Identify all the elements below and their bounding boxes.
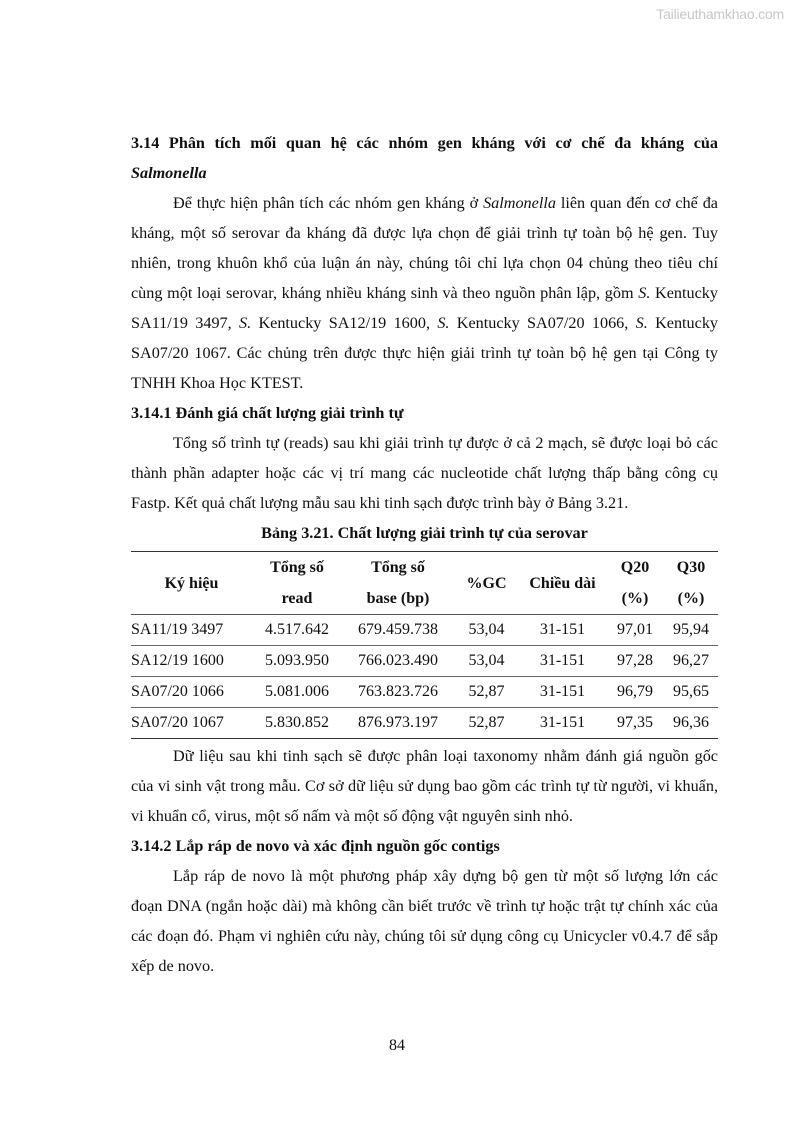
quality-paragraph: Tổng số trình tự (reads) sau khi giải trình tự được ở cả 2 mạch, sẽ được loại bỏ các thành phần adapter hoặc các vị trí mang các nucleotide chất lượng thấp bằng công cụ Fastp. Kết quả chất lượng mẫu sau khi tinh sạch được trình bày ở Bảng 3.21. bbox=[131, 434, 718, 512]
cell-gc: 52,87 bbox=[468, 683, 505, 700]
header-gc: %GC bbox=[466, 574, 507, 592]
cell-q20: 97,28 bbox=[617, 652, 653, 669]
cell-bases: 766.023.490 bbox=[358, 652, 438, 669]
cell-length: 31-151 bbox=[539, 621, 586, 638]
document-page bbox=[131, 128, 718, 981]
taxonomy-paragraph: Dữ liệu sau khi tinh sạch sẽ được phân loại taxonomy nhằm đánh giá nguồn gốc của vi sinh vật trong mẫu. Cơ sở dữ liệu sử dụng bao gồm các trình tự từ người, vi khuẩn, vi khuẩn cổ, virus, một số nấm và một số động vật nguyên sinh nhỏ. bbox=[131, 747, 718, 825]
cell-q30: 96,36 bbox=[673, 714, 709, 731]
cell-id: SA07/20 1067 bbox=[131, 714, 224, 731]
cell-q30: 96,27 bbox=[673, 652, 709, 669]
cell-bases: 876.973.197 bbox=[358, 714, 438, 731]
cell-q30: 95,65 bbox=[673, 683, 709, 700]
sequencing-quality-table bbox=[131, 551, 718, 739]
text-run: Kentucky SA12/19 1600, bbox=[251, 314, 438, 332]
cell-gc: 53,04 bbox=[468, 621, 505, 638]
cell-bases: 763.823.726 bbox=[358, 683, 438, 700]
italic-genus: S. bbox=[437, 314, 450, 332]
cell-length: 31-151 bbox=[539, 714, 586, 731]
subsection-heading-3-14-2: 3.14.2 Lắp ráp de novo và xác định nguồn gốc contigs bbox=[131, 837, 500, 855]
header-bases: Tổng số base (bp) bbox=[366, 559, 430, 607]
cell-length: 31-151 bbox=[539, 652, 586, 669]
table-row bbox=[131, 615, 718, 646]
text-run: Kentucky SA07/20 1066, bbox=[449, 314, 636, 332]
page-number: 84 bbox=[389, 1037, 405, 1054]
denovo-paragraph: Lắp ráp de novo là một phương pháp xây dựng bộ gen từ một số lượng lớn các đoạn DNA (ngắn hoặc dài) mà không cần biết trước về trình tự hoặc trật tự chính xác của các đoạn đó. Phạm vi nghiên cứu này, chúng tôi sử dụng công cụ Unicycler v0.4.7 để sắp xếp de novo. bbox=[131, 867, 718, 975]
header-q30: Q30 (%) bbox=[676, 559, 706, 607]
table-caption: Bảng 3.21. Chất lượng giải trình tự của serovar bbox=[261, 524, 588, 542]
text-run: Kentucky SA07/20 1067. Các chủng trên được thực hiện giải trình tự toàn bộ hệ gen tại Công ty TNHH Khoa Học KTEST. bbox=[131, 314, 719, 392]
cell-reads: 5.093.950 bbox=[265, 652, 329, 669]
cell-reads: 5.830.852 bbox=[265, 714, 329, 731]
header-q20: Q20 (%) bbox=[620, 559, 650, 607]
table-row bbox=[131, 708, 718, 739]
table-row bbox=[131, 646, 718, 677]
cell-q30: 95,94 bbox=[673, 621, 709, 638]
section-heading: 3.14 Phân tích mối quan hệ các nhóm gen kháng với cơ chế đa kháng của bbox=[131, 134, 718, 152]
header-reads: Tổng số read bbox=[270, 559, 324, 607]
text-run: Kentucky SA11/19 3497, bbox=[131, 284, 718, 332]
cell-id: SA07/20 1066 bbox=[131, 683, 224, 700]
cell-q20: 96,79 bbox=[617, 683, 653, 700]
italic-species: Salmonella bbox=[483, 194, 556, 212]
header-id: Ký hiệu bbox=[164, 574, 219, 592]
watermark: Tailieuthamkhao.com bbox=[656, 6, 784, 22]
cell-id: SA12/19 1600 bbox=[131, 652, 224, 669]
cell-length: 31-151 bbox=[539, 683, 586, 700]
cell-gc: 53,04 bbox=[468, 652, 505, 669]
cell-bases: 679.459.738 bbox=[358, 621, 438, 638]
table-row bbox=[131, 677, 718, 708]
cell-q20: 97,01 bbox=[617, 621, 653, 638]
subsection-heading-3-14-1: 3.14.1 Đánh giá chất lượng giải trình tự bbox=[131, 404, 404, 422]
cell-q20: 97,35 bbox=[617, 714, 653, 731]
table-header-row bbox=[131, 552, 718, 615]
text-run: liên quan đến cơ chế đa kháng, một số serovar đa kháng đã được lựa chọn để giải trình tự toàn bộ hệ gen. Tuy nhiên, trong khuôn khổ của luận án này, chúng tôi chỉ lựa chọn 04 chủng theo tiêu chí cùng một loại serovar, kháng nhiều kháng sinh và theo nguồn phân lập, gồm bbox=[131, 194, 718, 302]
cell-gc: 52,87 bbox=[468, 714, 505, 731]
cell-id: SA11/19 3497 bbox=[131, 621, 224, 638]
cell-reads: 4.517.642 bbox=[265, 621, 329, 638]
italic-genus: S. bbox=[638, 284, 651, 302]
text-run: Để thực hiện phân tích các nhóm gen kháng ở bbox=[173, 194, 484, 212]
italic-genus: S. bbox=[635, 314, 648, 332]
italic-genus: S. bbox=[239, 314, 252, 332]
header-length: Chiều dài bbox=[529, 574, 596, 592]
cell-reads: 5.081.006 bbox=[265, 683, 329, 700]
section-heading-continuation: Salmonella bbox=[131, 164, 207, 182]
intro-paragraph bbox=[131, 188, 718, 398]
